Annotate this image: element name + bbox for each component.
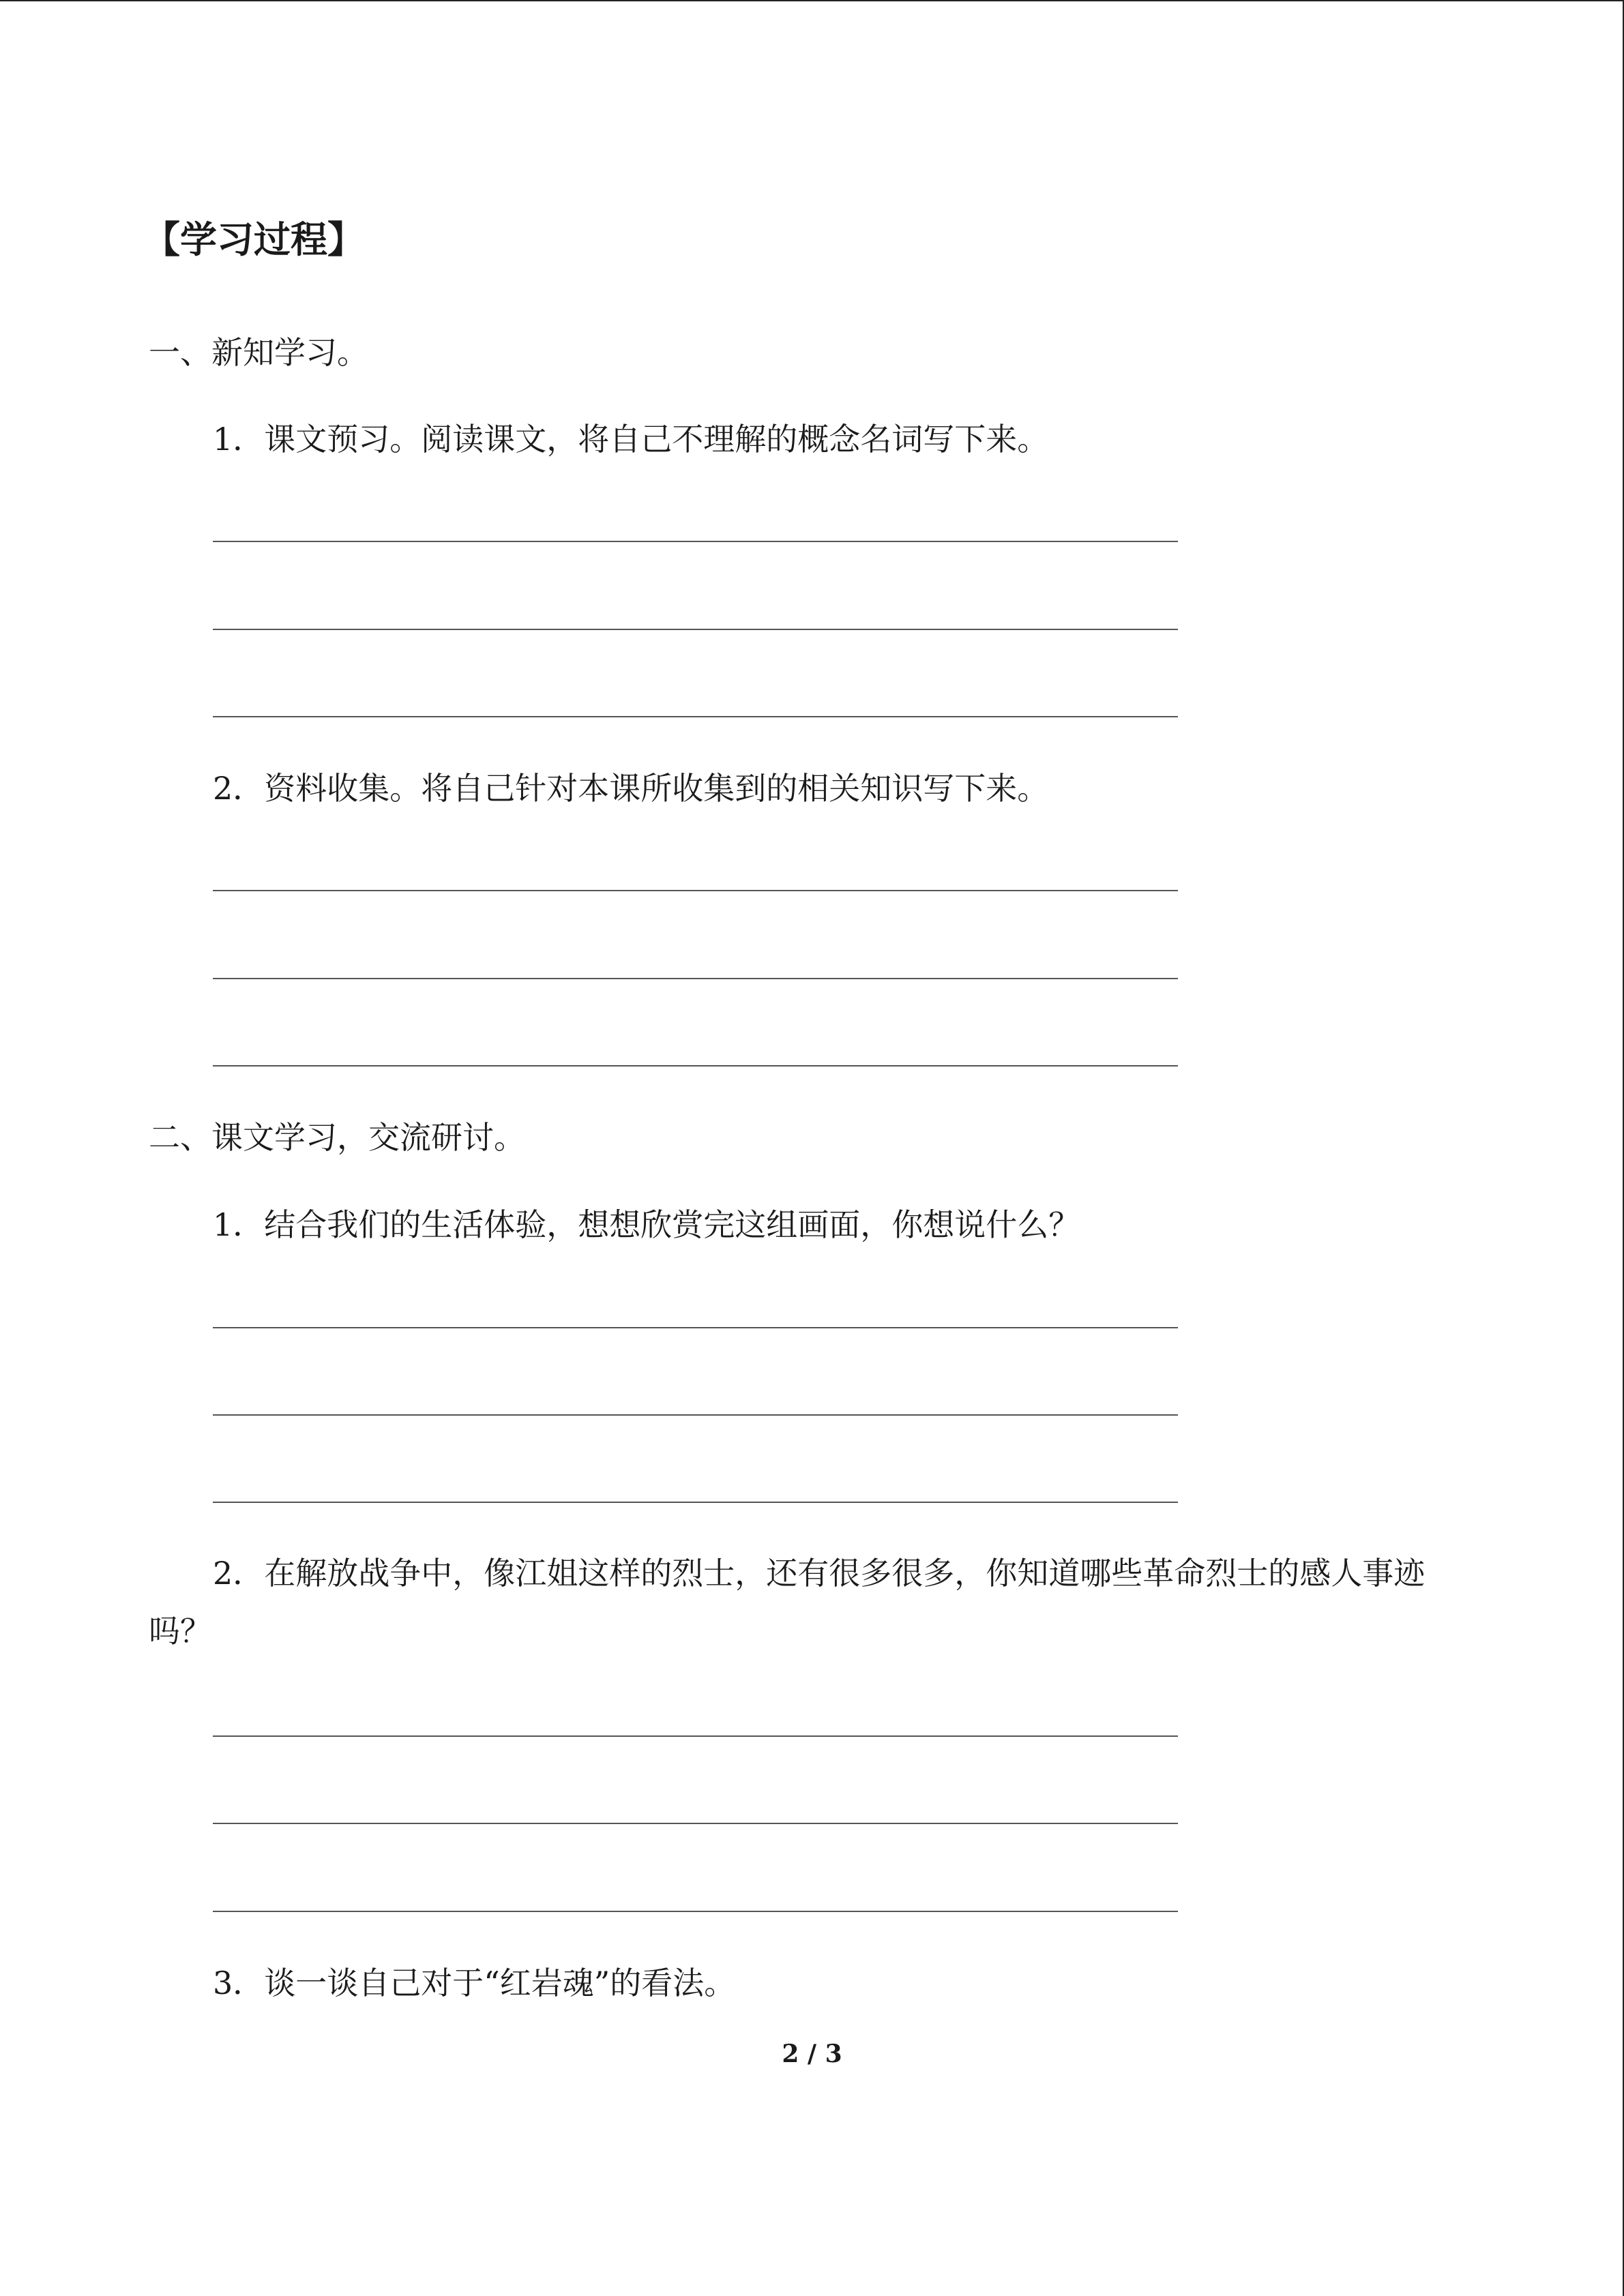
question-2-3: 3．谈一谈自己对于“红岩魂”的看法。 <box>213 1965 736 2001</box>
question-1-1: 1．课文预习。阅读课文，将自己不理解的概念名词写下来。 <box>213 421 1049 458</box>
answer-line[interactable] <box>213 716 1178 717</box>
answer-line[interactable] <box>213 1911 1178 1912</box>
question-2-2: 2．在解放战争中，像江姐这样的烈士，还有很多很多，你知道哪些革命烈士的感人事迹吗？ <box>149 1555 1426 1650</box>
section-1-heading: 一、新知学习。 <box>149 334 368 371</box>
answer-line[interactable] <box>213 1065 1178 1067</box>
answer-line[interactable] <box>213 541 1178 542</box>
answer-line[interactable] <box>213 978 1178 979</box>
page-number: 2 / 3 <box>782 2040 842 2068</box>
question-2-1: 1．结合我们的生活体验，想想欣赏完这组画面，你想说什么？ <box>213 1206 1080 1243</box>
answer-line[interactable] <box>213 1327 1178 1328</box>
page-title: 【学习过程】 <box>143 218 364 261</box>
answer-line[interactable] <box>213 1414 1178 1416</box>
answer-line[interactable] <box>213 890 1178 891</box>
page-top-border <box>0 0 1624 1</box>
question-1-2: 2．资料收集。将自己针对本课所收集到的相关知识写下来。 <box>213 770 1049 807</box>
answer-line[interactable] <box>213 1735 1178 1737</box>
section-2-heading: 二、课文学习，交流研讨。 <box>149 1119 525 1156</box>
answer-line[interactable] <box>213 629 1178 630</box>
answer-line[interactable] <box>213 1823 1178 1824</box>
answer-line[interactable] <box>213 1502 1178 1503</box>
